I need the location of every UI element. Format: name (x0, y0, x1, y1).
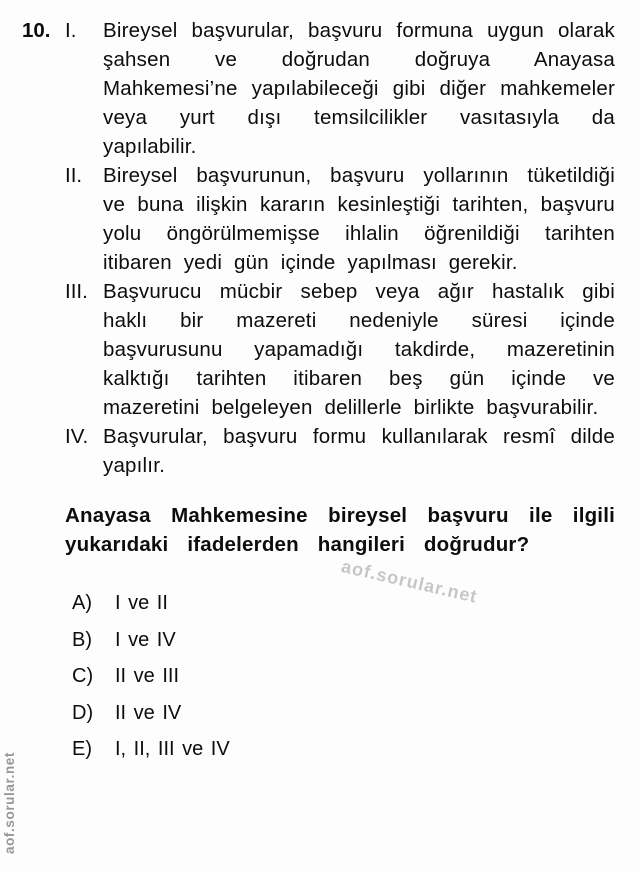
statement-item (65, 16, 615, 161)
option-letter: B) (72, 628, 92, 651)
option-text: II ve IV (115, 701, 182, 724)
answer-option-e (72, 735, 615, 764)
option-text: I ve II (115, 592, 168, 614)
option-letter: C) (72, 665, 94, 687)
statement-roman-numeral: I. (65, 19, 77, 42)
option-letter: E) (72, 738, 92, 760)
answer-option-c (72, 662, 615, 691)
option-letter: D) (72, 701, 94, 724)
answer-option-a (72, 589, 615, 618)
option-letter: A) (72, 592, 92, 614)
statement-item (65, 422, 615, 480)
option-text: I, II, III ve IV (115, 738, 230, 760)
statement-text: Başvurular, başvuru formu kullanılarak resmî dilde yapılır. (103, 425, 615, 477)
answer-options (72, 589, 615, 764)
option-text: I ve IV (115, 628, 176, 651)
answer-option-d (72, 699, 615, 728)
question-number: 10. (22, 19, 51, 42)
answer-option-b (72, 626, 615, 655)
statement-roman-numeral: IV. (65, 425, 89, 448)
statement-item (65, 277, 615, 422)
statement-roman-numeral: II. (65, 164, 83, 187)
statement-item (65, 161, 615, 277)
statement-roman-numeral: III. (65, 280, 88, 303)
question-stem: Anayasa Mahkemesine bireysel başvuru ile ilgili yukarıdaki ifadelerden hangileri doğrudur? (65, 504, 615, 556)
statement-text: Bireysel başvurunun, başvuru yollarının tüketildiği ve buna ilişkin kararın kesinleştiği tarihten, başvuru yolu öngörülmemişse ihlalin öğrenildiği tarihten itibaren yedi gün içinde yapılması gerekir. (103, 164, 615, 274)
watermark-center: aof.sorular.net (339, 556, 480, 607)
option-text: II ve III (115, 665, 180, 687)
question-body (65, 16, 615, 772)
statement-text: Başvurucu mücbir sebep veya ağır hastalık gibi haklı bir mazereti nedeniyle süresi içinde başvurusunu yapamadığı takdirde, mazeretinin kalktığı tarihten itibaren beş gün içinde ve mazeretini belgeleyen delillerle birlikte başvurabilir. (103, 280, 615, 419)
question-block (22, 16, 615, 772)
statement-text: Bireysel başvurular, başvuru formuna uygun olarak şahsen ve doğrudan doğruya Anayasa Mahkemesi’ne yapılabileceği gibi diğer mahkemeler veya yurt dışı temsilcilikler vasıtasıyla da yapılabilir. (103, 19, 615, 158)
watermark-side: aof.sorular.net (2, 752, 17, 855)
